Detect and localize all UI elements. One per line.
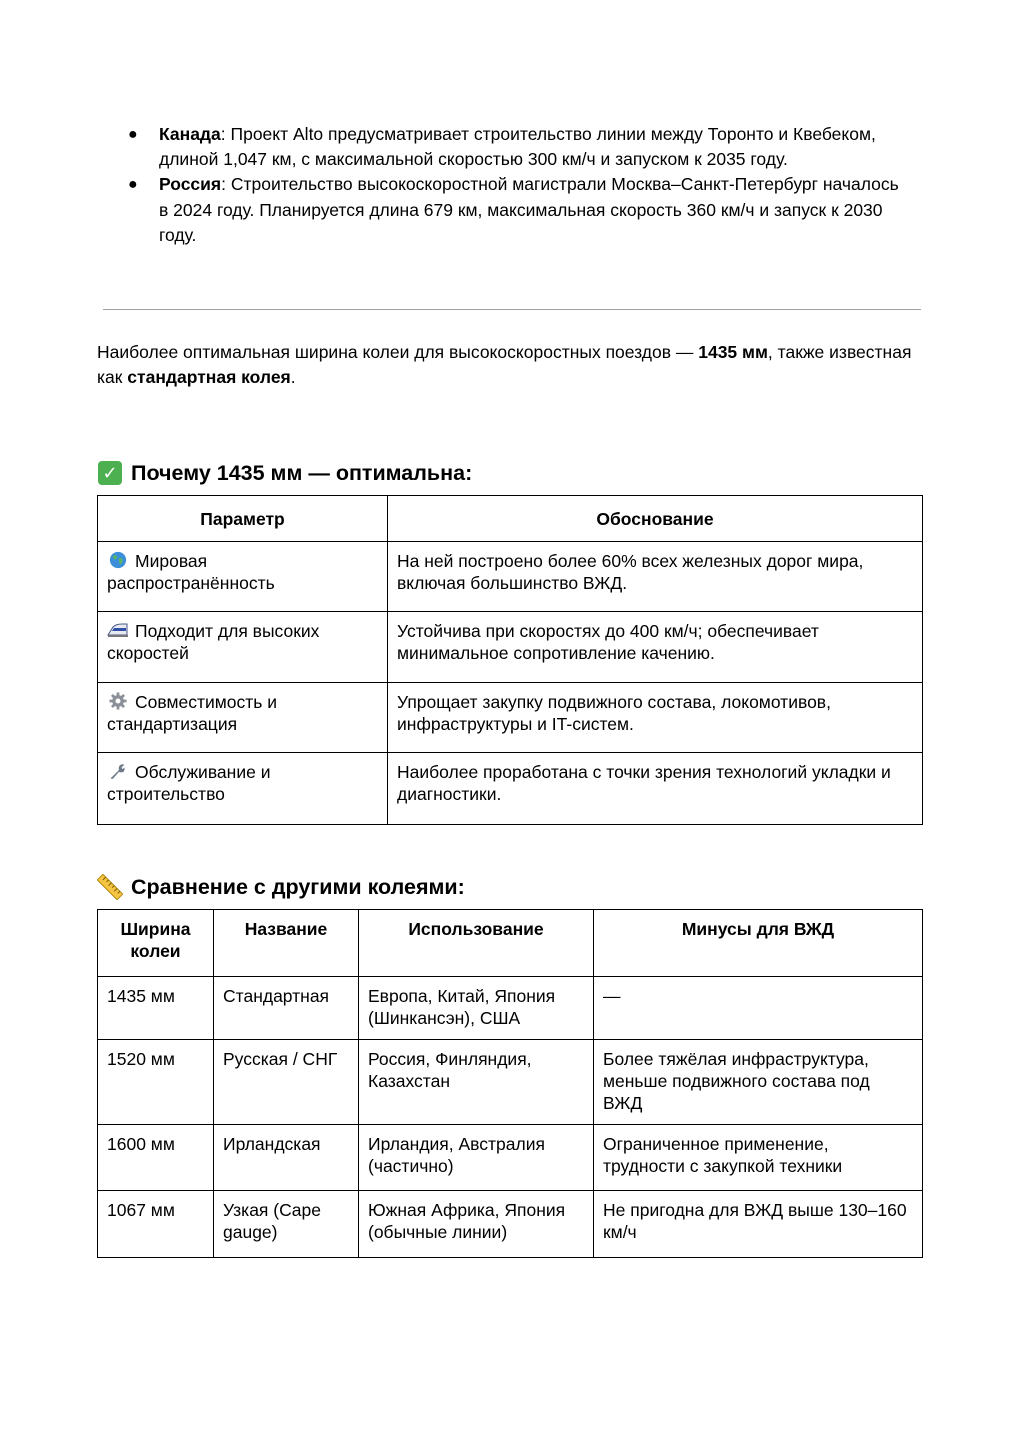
gauge-comparison-table xyxy=(97,909,923,1258)
table-row xyxy=(98,1125,923,1191)
section-title: Сравнение с другими колеями: xyxy=(131,875,465,899)
gauge-usage-cell: Россия, Финляндия, Казахстан xyxy=(359,1040,594,1125)
intro-bold-gauge: 1435 мм xyxy=(698,342,768,362)
list-item xyxy=(126,122,906,172)
intro-text: . xyxy=(290,367,296,388)
horizontal-divider xyxy=(103,309,921,310)
country-bullet-list xyxy=(126,122,906,248)
country-name: Канада xyxy=(159,124,221,144)
gauge-name-cell: Стандартная xyxy=(214,977,359,1040)
param-text: Совместимость и стандартизация xyxy=(107,692,278,734)
gauge-name-cell: Русская / СНГ xyxy=(214,1040,359,1125)
check-mark-icon: ✓ xyxy=(97,460,123,486)
intro-bold-term: стандартная колея xyxy=(127,367,291,388)
param-cell xyxy=(98,542,388,612)
table-row xyxy=(98,753,923,825)
gauge-width-cell: 1520 мм xyxy=(98,1040,214,1125)
gauge-drawbacks-cell: — xyxy=(594,977,923,1040)
reason-cell: Устойчива при скоростях до 400 км/ч; обеспечивает минимальное сопротивление качению. xyxy=(388,612,923,683)
intro-text: , также известная как xyxy=(97,342,912,388)
intro-text: Наиболее оптимальная ширина колеи для высокоскоростных поездов — xyxy=(97,342,699,362)
gauge-drawbacks-cell: Не пригодна для ВЖД выше 130–160 км/ч xyxy=(594,1191,923,1258)
param-text: Мировая распространённость xyxy=(107,551,275,593)
why-optimal-table xyxy=(97,495,923,825)
globe-icon xyxy=(107,551,129,569)
table-row xyxy=(98,1040,923,1125)
param-text: Обслуживание и строительство xyxy=(107,762,271,804)
table-row xyxy=(98,542,923,612)
list-item xyxy=(126,172,906,248)
column-header: Использование xyxy=(359,910,594,977)
param-text: Подходит для высоких скоростей xyxy=(107,621,320,663)
country-description: : Строительство высокоскоростной магистрали Москва–Санкт-Петербург началось в 2024 году. Планируется длина 679 км, максимальная скорость 360 км/ч и запуск к 2030 году. xyxy=(159,174,899,245)
bullet-dot-icon: ● xyxy=(128,126,138,143)
reason-cell: Упрощает закупку подвижного состава, локомотивов, инфраструктуры и IT-систем. xyxy=(388,683,923,753)
table-header-row xyxy=(98,910,923,977)
table-row xyxy=(98,1191,923,1258)
param-cell xyxy=(98,612,388,683)
country-name: Россия xyxy=(159,174,222,195)
reason-cell: На ней построено более 60% всех железных дорог мира, включая большинство ВЖД. xyxy=(388,542,923,612)
column-header: Название xyxy=(214,910,359,977)
column-header: Минусы для ВЖД xyxy=(594,910,923,977)
gauge-drawbacks-cell: Ограниченное применение, трудности с закупкой техники xyxy=(594,1125,923,1191)
section-heading-comparison xyxy=(97,873,465,901)
table-header-row xyxy=(98,496,923,542)
gauge-width-cell: 1067 мм xyxy=(98,1191,214,1258)
table-row xyxy=(98,612,923,683)
ruler-icon xyxy=(97,874,123,900)
section-title: Почему 1435 мм — оптимальна: xyxy=(131,461,473,485)
gauge-usage-cell: Европа, Китай, Япония (Шинкансэн), США xyxy=(359,977,594,1040)
table-row xyxy=(98,977,923,1040)
wrench-icon xyxy=(107,762,129,780)
gauge-width-cell: 1435 мм xyxy=(98,977,214,1040)
column-header: Ширина колеи xyxy=(98,910,214,977)
param-cell xyxy=(98,683,388,753)
bullet-dot-icon: ● xyxy=(128,176,138,194)
country-description: : Проект Alto предусматривает строительство линии между Торонто и Квебеком, длиной 1,047 км, с максимальной скоростью 300 км/ч и запуском к 2035 году. xyxy=(159,124,876,170)
gauge-name-cell: Узкая (Cape gauge) xyxy=(214,1191,359,1258)
gauge-name-cell: Ирландская xyxy=(214,1125,359,1191)
table-row xyxy=(98,683,923,753)
gauge-usage-cell: Южная Африка, Япония (обычные линии) xyxy=(359,1191,594,1258)
reason-cell: Наиболее проработана с точки зрения технологий укладки и диагностики. xyxy=(388,753,923,825)
intro-paragraph xyxy=(97,340,917,390)
column-header: Параметр xyxy=(98,496,388,542)
gear-icon xyxy=(107,692,129,710)
gauge-drawbacks-cell: Более тяжёлая инфраструктура, меньше подвижного состава под ВЖД xyxy=(594,1040,923,1125)
column-header: Обоснование xyxy=(388,496,923,542)
gauge-usage-cell: Ирландия, Австралия (частично) xyxy=(359,1125,594,1191)
param-cell xyxy=(98,753,388,825)
high-speed-train-icon xyxy=(107,621,129,639)
section-heading-why-1435 xyxy=(97,459,472,487)
gauge-width-cell: 1600 мм xyxy=(98,1125,214,1191)
